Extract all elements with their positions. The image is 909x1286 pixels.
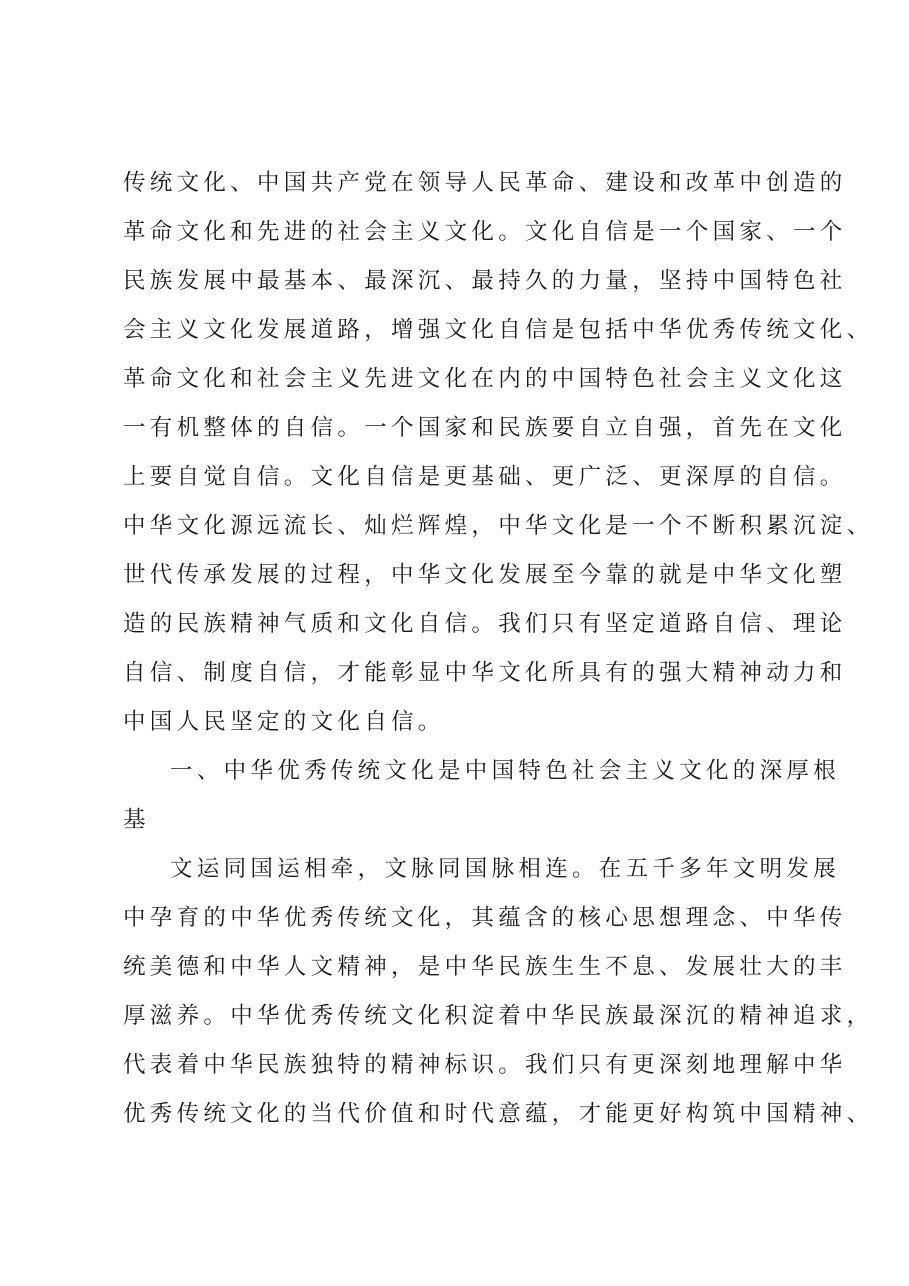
body-line: 革命文化和先进的社会主义文化。文化自信是一个国家、一个 [123,219,847,245]
body-line: 代表着中华民族独特的精神标识。我们只有更深刻地理解中华 [123,1052,847,1078]
body-line: 民族发展中最基本、最深沉、最持久的力量，坚持中国特色社 [123,268,847,294]
body-line: 一有机整体的自信。一个国家和民族要自立自强，首先在文化 [123,415,847,441]
body-line: 优秀传统文化的当代价值和时代意蕴，才能更好构筑中国精神、 [123,1101,874,1127]
body-line: 统美德和中华人文精神，是中华民族生生不息、发展壮大的丰 [123,954,847,980]
body-line: 文运同国运相牵，文脉同国脉相连。在五千多年文明发展 [170,856,841,882]
body-line: 革命文化和社会主义先进文化在内的中国特色社会主义文化这 [123,366,847,392]
body-line: 中华文化源远流长、灿烂辉煌，中华文化是一个不断积累沉淀、 [123,513,874,539]
body-line: 传统文化、中国共产党在领导人民革命、建设和改革中创造的 [123,170,847,196]
body-line: 造的民族精神气质和文化自信。我们只有坚定道路自信、理论 [123,611,847,637]
body-line: 自信、制度自信，才能彰显中华文化所具有的强大精神动力和 [123,660,847,686]
body-line: 中国人民坚定的文化自信。 [123,709,445,735]
section-heading: 一、中华优秀传统文化是中国特色社会主义文化的深厚根 [170,758,841,784]
body-line: 中孕育的中华优秀传统文化，其蕴含的核心思想理念、中华传 [123,905,847,931]
body-line: 厚滋养。中华优秀传统文化积淀着中华民族最深沉的精神追求， [123,1003,874,1029]
body-line: 会主义文化发展道路，增强文化自信是包括中华优秀传统文化、 [123,317,874,343]
body-line: 上要自觉自信。文化自信是更基础、更广泛、更深厚的自信。 [123,464,847,490]
body-line: 世代传承发展的过程，中华文化发展至今靠的就是中华文化塑 [123,562,847,588]
section-heading-continuation: 基 [123,807,150,833]
